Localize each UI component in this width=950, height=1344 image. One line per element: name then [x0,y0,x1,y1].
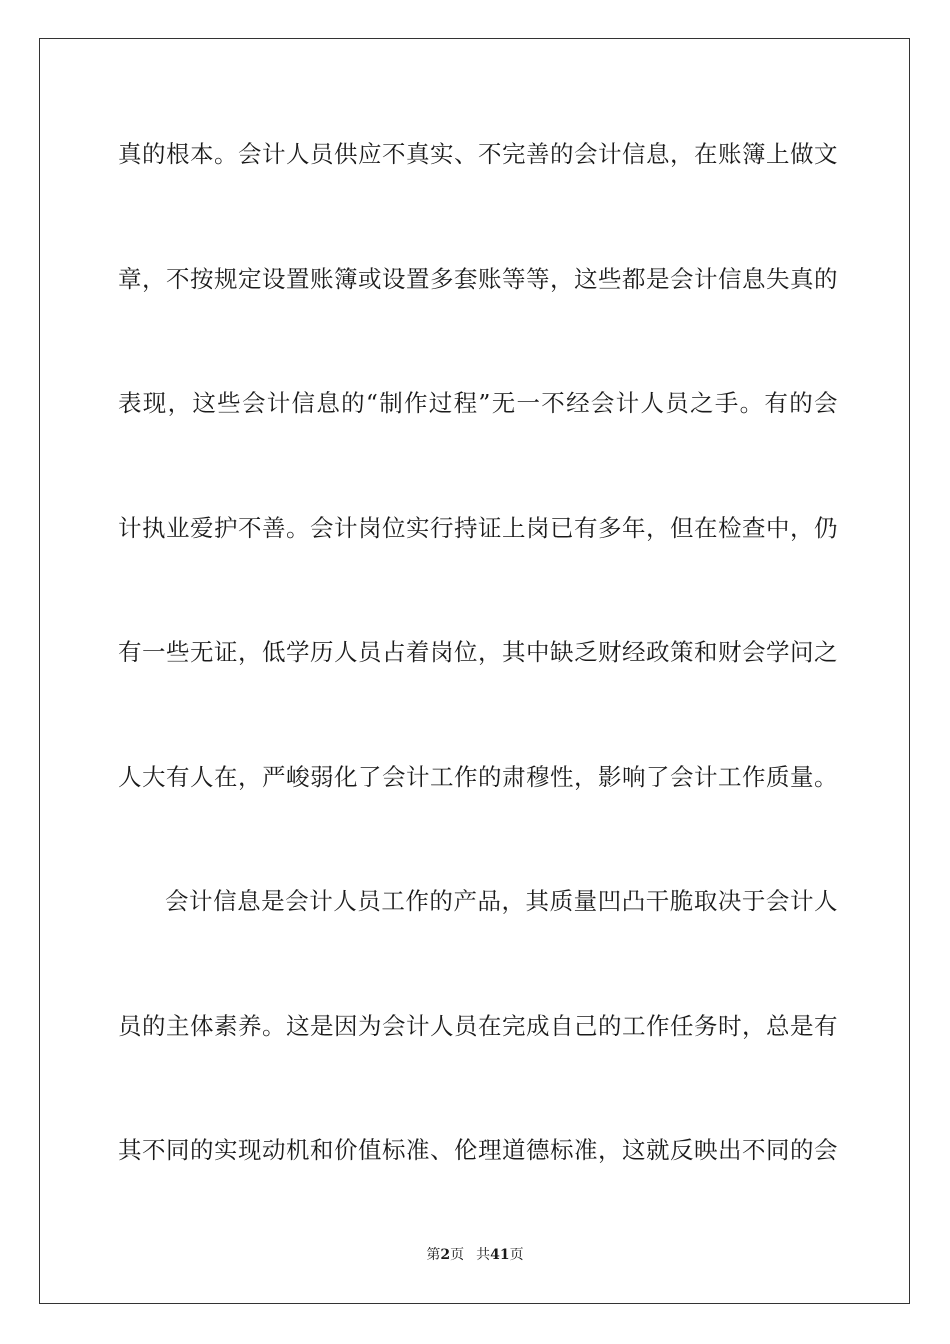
text-line: 表现，这些会计信息的“制作过程”无一不经会计人员之手。有的会 [118,389,838,417]
text-line: 人大有人在，严峻弱化了会计工作的肃穆性，影响了会计工作质量。 [118,763,838,791]
page-prefix: 第 [426,1247,441,1263]
text-line: 章，不按规定设置账簿或设置多套账等等，这些都是会计信息失真的 [118,265,838,293]
total-pages: 41 [490,1247,510,1263]
page-suffix: 页 [450,1247,465,1263]
text-line: 计执业爱护不善。会计岗位实行持证上岗已有多年，但在检查中，仍 [118,514,838,542]
text-line: 员的主体素养。这是因为会计人员在完成自己的工作任务时，总是有 [118,1012,838,1040]
text-line: 有一些无证，低学历人员占着岗位，其中缺乏财经政策和财会学问之 [118,638,838,666]
total-prefix: 共 [476,1247,491,1263]
page-number: 2 [440,1247,451,1263]
text-line: 真的根本。会计人员供应不真实、不完善的会计信息，在账簿上做文 [118,140,838,168]
page-footer [0,1246,950,1264]
text-line: 其不同的实现动机和价值标准、伦理道德标准，这就反映出不同的会 [118,1136,838,1164]
paragraph-first-line: 会计信息是会计人员工作的产品，其质量凹凸干脆取决于会计人 [165,887,838,915]
total-suffix: 页 [509,1247,524,1263]
